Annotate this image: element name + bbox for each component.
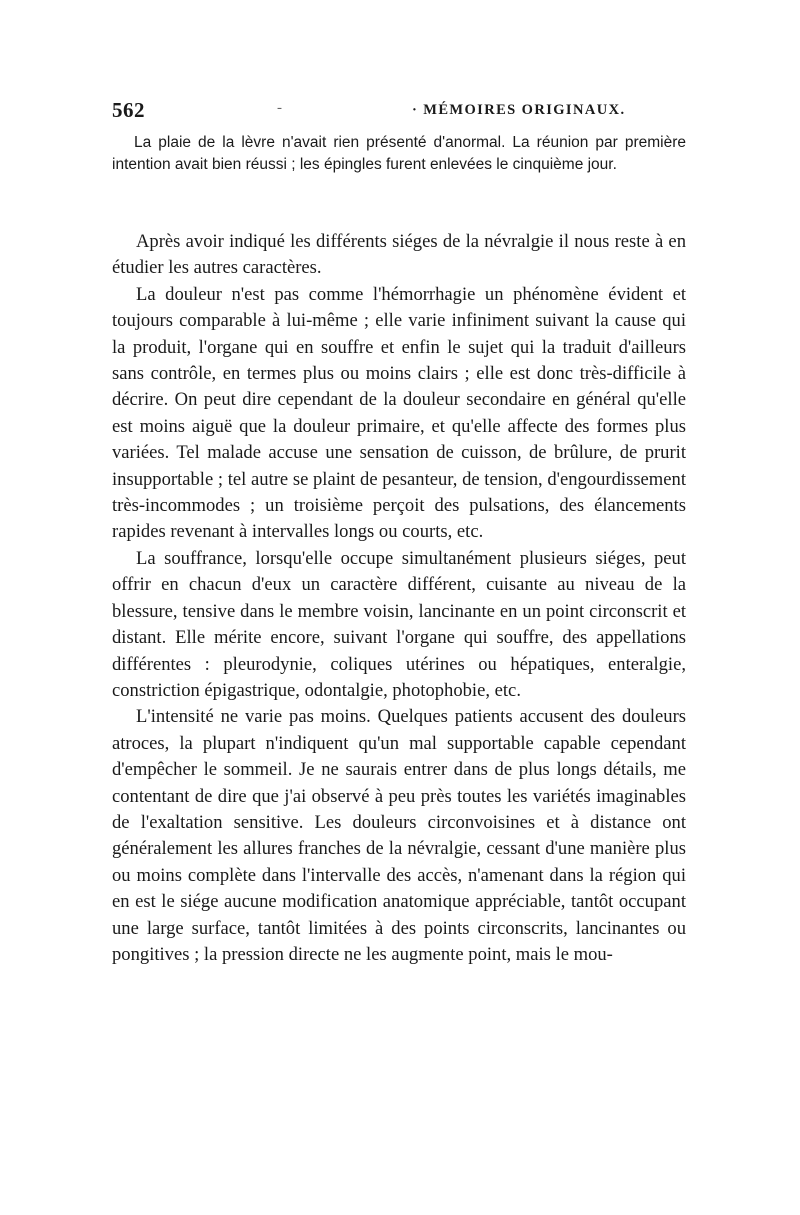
- paragraph-3: La souffrance, lorsqu'elle occupe simultanément plusieurs siéges, peut offrir en chacun d'eux un caractère différent, cuisante au niveau de la blessure, tensive dans le membre voisin, lancinante en un point circonscrit et distant. Elle mérite encore, suivant l'organe qui souffre, des appellations différentes : pleurodynie, coliques utérines ou hépatiques, enteralgie, constriction épigastrique, odontalgie, photophobie, etc.: [112, 547, 686, 701]
- running-title: · MÉMOIRES ORIGINAUX.: [412, 102, 626, 118]
- page-number: 562: [112, 98, 145, 122]
- body-text: [112, 229, 686, 968]
- page-header: [112, 98, 692, 126]
- paragraph-4: L'intensité ne varie pas moins. Quelques patients accusent des douleurs atroces, la plupart n'indiquent qu'un mal supportable capable cependant d'empêcher le sommeil. Je ne saurais entrer dans de plus longs détails, me contentant de dire que j'ai observé à peu près toutes les variétés imaginables de l'exaltation sensitive. Les douleurs circonvoisines et à distance ont généralement les allures franches de la névralgie, cessant d'une manière plus ou moins complète dans l'intervalle des accès, n'amenant dans la région qui en est le siége aucune modification anatomique appréciable, tantôt occupant une large surface, tantôt limitées à des points circonscrits, lancinantes ou pongitives ; la pression directe ne les augmente point, mais le mou-: [112, 706, 686, 965]
- paragraph-2: La douleur n'est pas comme l'hémorrhagie un phénomène évident et toujours comparable à lui-même ; elle varie infiniment suivant la cause qui la produit, l'organe qui en souffre et enfin le sujet qui la traduit d'ailleurs sans contrôle, en termes plus ou moins clairs ; elle est donc très-difficile à décrire. On peut dire cependant de la douleur secondaire en général qu'elle est moins aiguë que la douleur primaire, et qu'elle affecte des formes plus variées. Tel malade accuse une sensation de cuisson, de brûlure, de prurit insupportable ; tel autre se plaint de pesanteur, de tension, d'engourdissement très-incommodes ; un troisième perçoit des pulsations, des élancements rapides revenant à intervalles longs ou courts, etc.: [112, 283, 686, 543]
- small-print-paragraph: La plaie de la lèvre n'avait rien présenté d'anormal. La réunion par première intention avait bien réussi ; les épingles furent enlevées le cinquième jour.: [112, 134, 686, 173]
- paragraph-1: Après avoir indiqué les différents siéges de la névralgie il nous reste à en étudier les autres caractères.: [112, 231, 686, 279]
- header-dash: -: [277, 100, 282, 116]
